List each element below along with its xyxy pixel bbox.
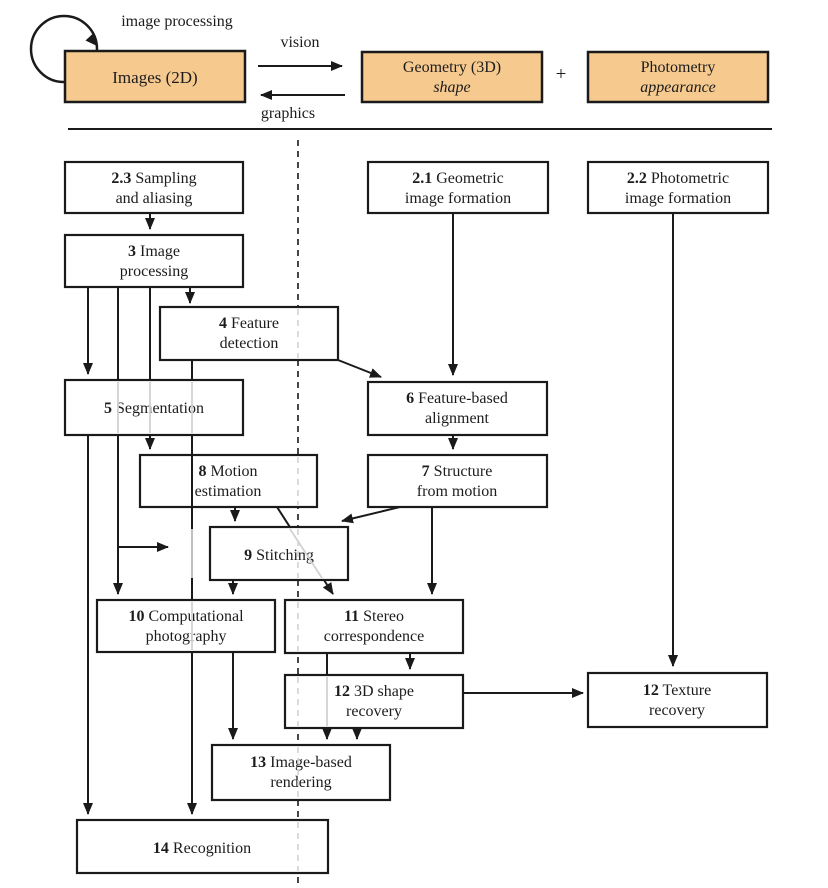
svg-text:2.1 Geometricimage formation: 2.1 Geometric image formation bbox=[404, 170, 512, 207]
node-image-processing bbox=[65, 235, 243, 287]
node-photometric-image-formation bbox=[588, 162, 768, 213]
vision-label: vision bbox=[280, 34, 320, 51]
svg-text:7 Structurefrom motion: 7 Structure from motion bbox=[416, 463, 498, 500]
svg-text:8 Motionestimation: 8 Motion estimation bbox=[194, 463, 262, 500]
svg-text:11 Stereocorrespondence: 11 Stereo correspondence bbox=[323, 608, 425, 645]
svg-text:Geometry (3D): Geometry (3D) bbox=[402, 59, 502, 76]
svg-text:6 Feature-basedalignment: 6 Feature-based alignment bbox=[406, 390, 508, 427]
node-geometric-image-formation bbox=[368, 162, 548, 213]
arrow-4-to-6 bbox=[338, 360, 381, 377]
svg-text:13 Image-basedrendering: 13 Image-based rendering bbox=[250, 754, 352, 791]
plus-sign: + bbox=[555, 64, 567, 85]
svg-text:Images (2D): Images (2D) bbox=[112, 68, 198, 87]
svg-text:10 Computationalphotography: 10 Computational photography bbox=[128, 608, 244, 645]
svg-text:2.3 Samplingand aliasing: 2.3 Sampling and aliasing bbox=[111, 170, 197, 207]
node-computational-photography bbox=[97, 600, 275, 652]
svg-text:shape: shape bbox=[433, 79, 471, 96]
svg-text:4 Featuredetection: 4 Feature detection bbox=[219, 315, 279, 352]
node-segmentation bbox=[65, 380, 243, 435]
svg-text:12 Texturerecovery: 12 Texture recovery bbox=[642, 682, 712, 719]
svg-text:9 Stitching: 9 Stitching bbox=[244, 547, 314, 564]
node-feature-detection bbox=[160, 307, 338, 360]
node-images-2d bbox=[65, 51, 245, 102]
node-sampling-aliasing bbox=[65, 162, 243, 213]
node-texture-recovery bbox=[588, 673, 767, 727]
node-3d-shape-recovery bbox=[285, 675, 463, 728]
arrow-7-to-9 bbox=[342, 507, 400, 521]
svg-text:2.2 Photometricimage formation: 2.2 Photometric image formation bbox=[624, 170, 732, 207]
node-stereo-correspondence bbox=[285, 600, 463, 653]
node-feature-based-alignment bbox=[368, 382, 547, 435]
node-geometry-3d bbox=[362, 52, 542, 102]
node-motion-estimation bbox=[140, 455, 317, 507]
graphics-label: graphics bbox=[260, 105, 316, 122]
svg-text:3 Imageprocessing: 3 Image processing bbox=[119, 243, 189, 280]
node-structure-from-motion bbox=[368, 455, 547, 507]
svg-text:Photometry: Photometry bbox=[640, 59, 716, 76]
node-recognition bbox=[77, 820, 328, 873]
svg-text:12 3D shaperecovery: 12 3D shape recovery bbox=[334, 683, 414, 720]
node-photometry bbox=[588, 52, 768, 102]
svg-text:5 Segmentation: 5 Segmentation bbox=[104, 400, 204, 417]
svg-text:14 Recognition: 14 Recognition bbox=[152, 840, 252, 857]
node-stitching bbox=[210, 527, 348, 580]
node-image-based-rendering bbox=[212, 745, 390, 800]
loop-label: image processing bbox=[121, 13, 233, 30]
svg-text:appearance: appearance bbox=[640, 79, 716, 96]
